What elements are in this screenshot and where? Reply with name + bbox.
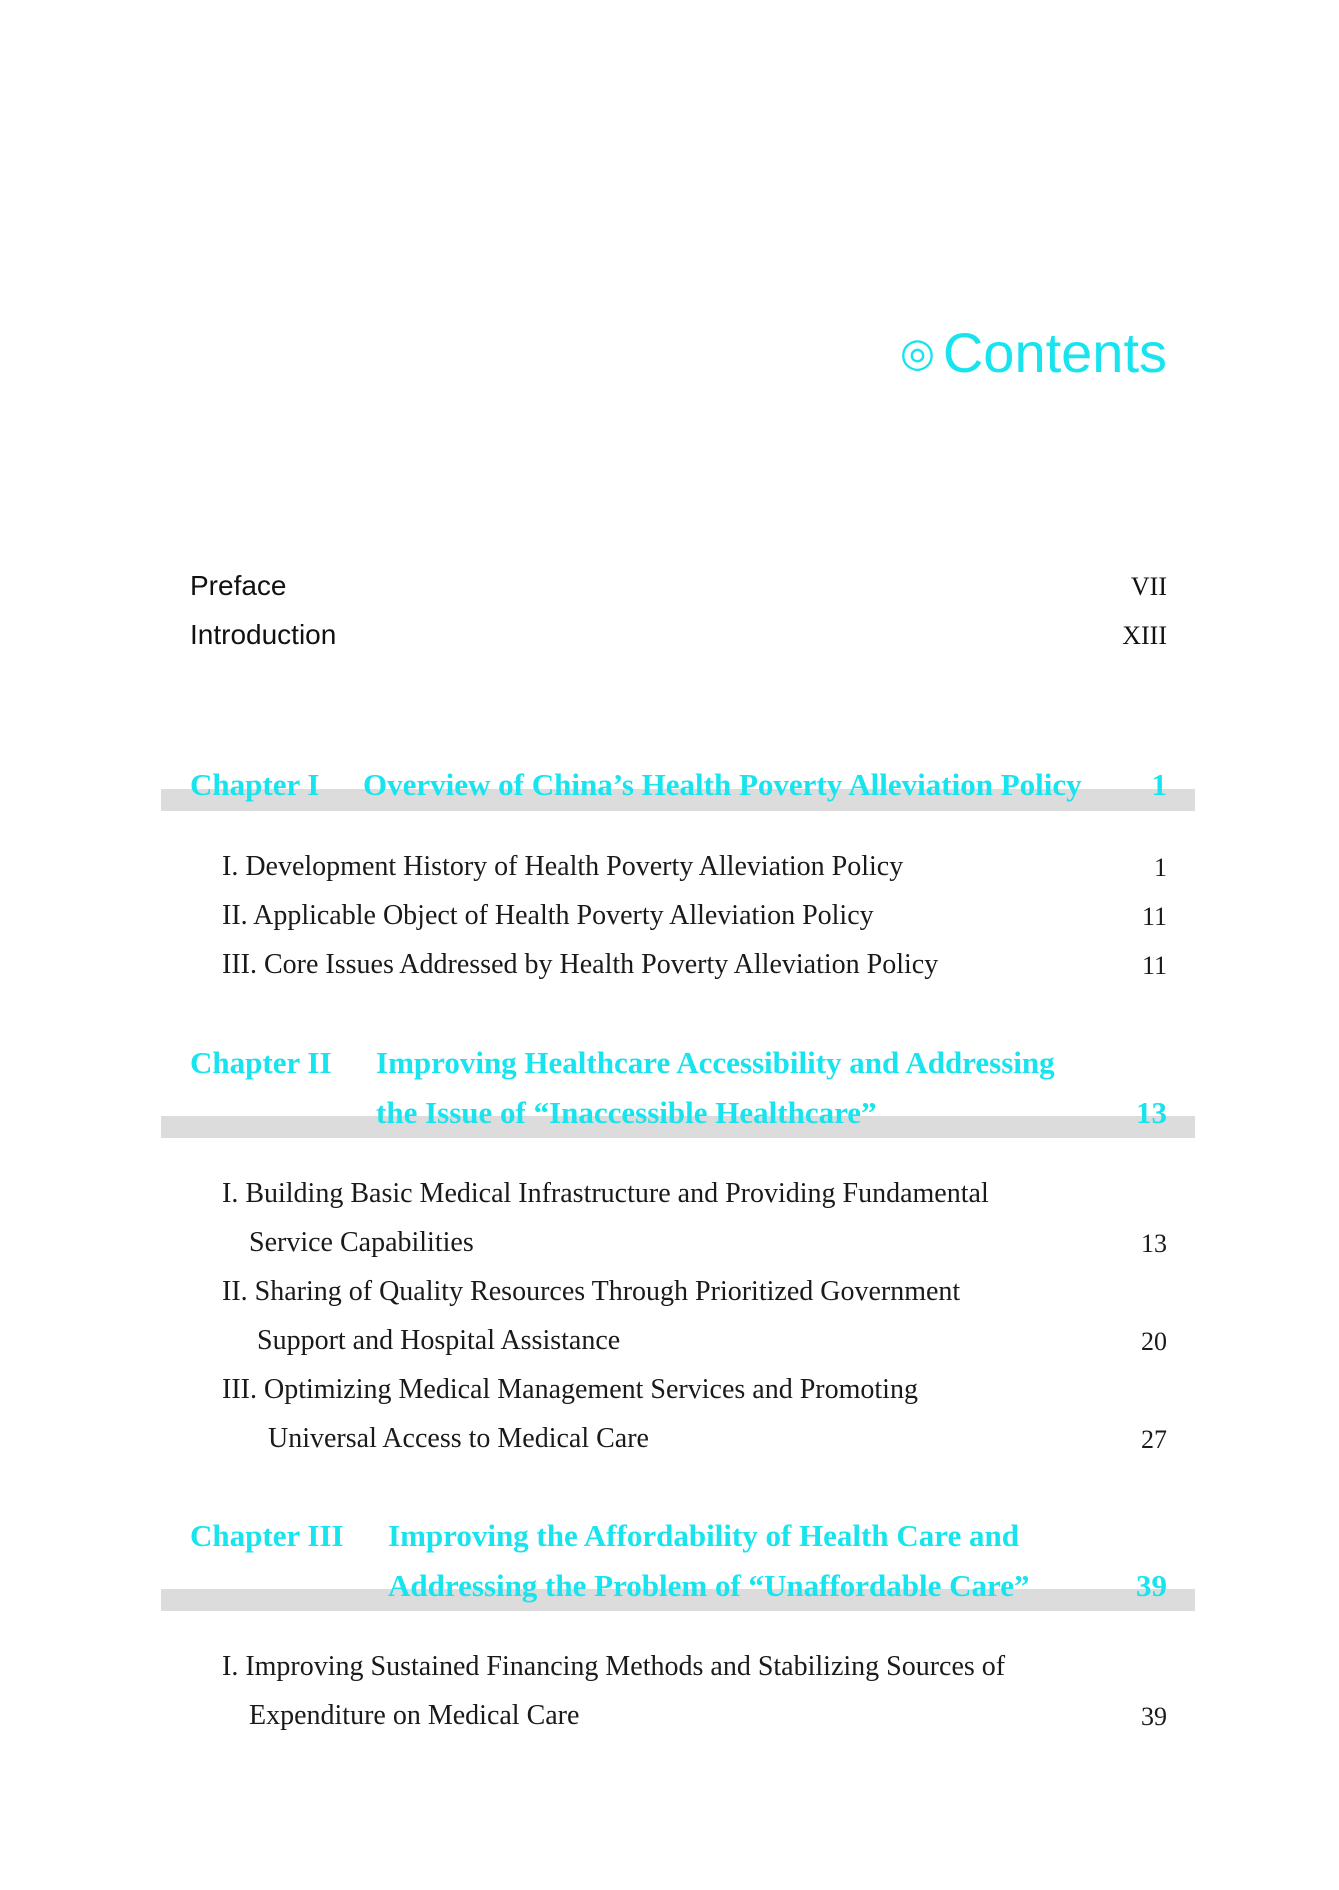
page-title: [900, 320, 1167, 385]
chapter-title-line[interactable]: Overview of China’s Health Poverty Alleviation Policy: [363, 767, 1082, 802]
section-page: 11: [1141, 902, 1167, 931]
toc-page-introduction: XIII: [1122, 621, 1167, 650]
chapter-title-line[interactable]: Improving Healthcare Accessibility and Addressing: [376, 1045, 1055, 1080]
section-title[interactable]: II. Applicable Object of Health Poverty Alleviation Policy: [222, 900, 874, 931]
section-title-continued[interactable]: Universal Access to Medical Care: [268, 1423, 649, 1454]
double-circle-icon: ◎: [899, 330, 935, 376]
section-title[interactable]: I. Building Basic Medical Infrastructure and Providing Fundamental: [222, 1178, 989, 1209]
section-page: 20: [1141, 1327, 1167, 1356]
chapter-title-line[interactable]: the Issue of “Inaccessible Healthcare”: [376, 1095, 877, 1130]
section-title[interactable]: I. Improving Sustained Financing Methods and Stabilizing Sources of: [222, 1651, 1006, 1682]
section-title[interactable]: III. Optimizing Medical Management Services and Promoting: [222, 1374, 918, 1405]
section-title[interactable]: I. Development History of Health Poverty Alleviation Policy: [222, 851, 904, 882]
toc-entry-preface[interactable]: Preface: [190, 570, 287, 601]
section-page: 39: [1141, 1702, 1167, 1731]
chapter-label[interactable]: Chapter III: [190, 1518, 344, 1553]
chapter-label[interactable]: Chapter II: [190, 1045, 332, 1080]
toc-page-preface: VII: [1130, 572, 1167, 601]
chapter-page: 1: [1151, 767, 1167, 802]
section-page: 11: [1141, 951, 1167, 980]
chapter-title-line[interactable]: Addressing the Problem of “Unaffordable Care”: [388, 1568, 1030, 1603]
chapter-title-line[interactable]: Improving the Affordability of Health Care and: [388, 1518, 1019, 1553]
section-title-continued[interactable]: Support and Hospital Assistance: [257, 1325, 621, 1356]
chapter-page: 39: [1136, 1568, 1167, 1603]
chapter-page: 13: [1136, 1095, 1167, 1130]
section-page: 13: [1141, 1229, 1167, 1258]
toc-entry-introduction[interactable]: Introduction: [190, 619, 337, 650]
chapter-label[interactable]: Chapter I: [190, 767, 320, 802]
section-title-continued[interactable]: Service Capabilities: [249, 1227, 474, 1258]
section-page: 1: [1154, 853, 1167, 882]
section-title-continued[interactable]: Expenditure on Medical Care: [249, 1700, 580, 1731]
section-title[interactable]: II. Sharing of Quality Resources Through Prioritized Government: [222, 1276, 961, 1307]
section-page: 27: [1141, 1425, 1167, 1454]
section-title[interactable]: III. Core Issues Addressed by Health Poverty Alleviation Policy: [222, 949, 939, 980]
contents-heading: Contents: [942, 321, 1167, 384]
